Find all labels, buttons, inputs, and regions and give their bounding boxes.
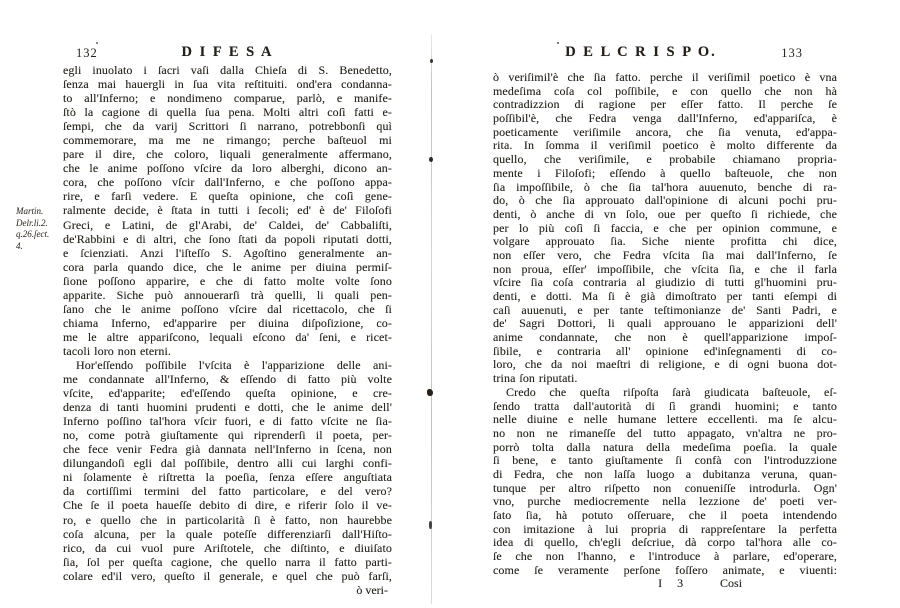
text-line: me le altre appariſcono, lequali eſcono da' ſeni, e ricet-: [63, 329, 392, 344]
running-title-right: D E L C R I S P O.: [565, 44, 717, 60]
text-line: cora, che poſſono vſcir dall'Inferno, e che poſſono appa-: [63, 175, 392, 190]
body-text-left: [63, 63, 392, 583]
text-line: rico, da cui vuol pure Ariſtotele, che diſtinto, e diuiſato: [63, 540, 392, 555]
text-line: ſi bene, e tanto giuſtamente ſi confà con l'introduzzione: [493, 454, 837, 468]
text-line: egli inuolato i ſacri vaſi dalla Chieſa di S. Benedetto,: [63, 63, 392, 77]
text-line: da cortiſſimi termini del fatto particolare, e del vero?: [63, 484, 392, 499]
text-line: Hor'eſſendo poſſibile l'vſcita è l'apparizione delle ani-: [76, 357, 392, 372]
text-line: no, come potrà giuſtamente qui riprenderſi il poeta, per-: [63, 428, 392, 443]
text-line: Greci, e Latini, de gl'Arabi, de' Caldei, de' Cabbaliſti,: [63, 217, 392, 232]
page-left: [63, 44, 392, 597]
text-line: vno, purche mediocremente nella lezzione de' poeti ver-: [493, 495, 837, 509]
text-line: ſia impoſſibile, ò che ſia tal'hora auuenuto, benche di ra-: [493, 180, 837, 194]
text-line: denza di tanti huomini prudenti e dotti, che le anime dell': [63, 400, 392, 415]
text-line: caſi auuenuti, e per tante teſtimonianze de' Santi Padri, e: [493, 303, 837, 317]
text-line: non eſſer vero, che Fedra vſcita ſia mai dall'Inferno, ſe: [493, 248, 837, 262]
text-line: pare il dire, che coloro, liquali generalmente affermano,: [63, 147, 392, 162]
text-line: ſia, ſol per queſta cagione, che quello narra il fatto parti-: [63, 554, 392, 569]
text-line: ro, e quello che in particolarità ſi è fatto, non haurebbe: [63, 512, 392, 527]
text-line: denti, e dotti. Ma ſi è già dimoſtrato per tanti eſempi di: [493, 290, 837, 303]
text-line: Credo che queſta riſpoſta ſarà giudicata baſteuole, eſ-: [506, 385, 837, 399]
text-line: to all'Inferno; e nondimeno comparue, parlò, e manife-: [63, 91, 392, 106]
body-text-right: [493, 71, 837, 577]
text-line: ſibile, e contraria all' opinione ed'inſegnamenti di co-: [493, 344, 837, 358]
running-title-left: D I F E S A: [181, 44, 274, 60]
text-line: anime condannate, che non è quell'apparizione impoſ-: [493, 331, 837, 345]
text-line: ſato ſia, hà potuto oſſeruare, che il poeta intendendo: [493, 509, 837, 522]
text-line: idea di quello, ch'egli deſcriue, dà corpo tal'hora alle co-: [493, 536, 837, 550]
text-line: come ſe veramente perſone foſſero animate, e viuenti:: [493, 563, 837, 577]
text-line: di Fedra, che non laſſa luogo a dubitanza veruna, quan-: [493, 467, 837, 481]
text-line: ſano che le anime poſſono vſcire dal ricettacolo, che ſi: [63, 301, 392, 316]
text-line: de'Rabbini e di altri, che ſono ſtati da popoli riputati dotti,: [63, 231, 392, 246]
text-line: Inferno poſſino tal'hora vſcir fuori, e di fatto vſcite ne ſia-: [63, 414, 392, 429]
ink-speck: [427, 389, 433, 396]
text-line: rire, e farſi vedere. E queſta opinione, che coſì gene-: [63, 189, 392, 204]
text-line: no non ne rimaneſſe del tutto appagato, vn'altra ne pro-: [493, 426, 837, 440]
text-line: ſendo tratta dall'autorità di ſì grandi huomini; e tanto: [493, 399, 837, 413]
text-line: poeticamente veriſimile ancora, che ſia venuta, ed'appa-: [493, 125, 837, 139]
text-line: e ſcienziati. Anzi l'iſteſſo S. Agoſtino generalmente an-: [63, 245, 392, 260]
page-left-header: [63, 44, 392, 61]
catchword-right: Cosi: [720, 576, 743, 591]
page-number-left: 132: [76, 46, 98, 60]
signature-line: [493, 577, 837, 591]
text-line: rita. In ſomma il veriſimil poetico è molto differente da: [493, 139, 837, 153]
signature-mark: I 3: [658, 576, 690, 591]
text-line: non proua, eſſer' impoſſibile, che vſcita ſia, e che il farla: [493, 262, 837, 276]
text-line: denti, ò anche di vn ſolo, oue per queſto ſi richiede, che: [493, 207, 837, 221]
page-number-right: 133: [781, 46, 803, 60]
text-line: me condannate all'Inferno, & eſſendo di fatto più volte: [63, 372, 392, 387]
margin-note-line: Delr.li.2.: [16, 217, 48, 228]
text-line: apparite. Siche può annouerarſi trà quelli, li quali pen-: [63, 287, 392, 302]
text-line: ſe che non l'hanno, e l'introduce à parlare, ed'operare,: [493, 550, 837, 564]
text-line: trina ſon riputati.: [493, 372, 578, 386]
text-line: tunque per altro riſpetto non conueniſſe introdurla. Ogn': [493, 481, 837, 495]
text-line: volgare approuato ſia. Siche niente profitta chi dice,: [493, 235, 837, 249]
margin-note-line: Martin.: [16, 206, 44, 216]
ink-speck: [429, 521, 432, 529]
text-line: vſcire ſia coſa contraria al giudizio di tutti gl'huomini pru-: [493, 276, 837, 290]
catchword-left: ò veri-: [356, 582, 388, 597]
text-line: commemorare, ma me ne rimango; perche baſteuol mi: [63, 133, 392, 148]
text-line: coſa alcuna, per la quale poteſſe differenziarſi dall'Hiſto-: [63, 526, 392, 541]
margin-note-citation: [16, 206, 64, 252]
page-right-header: [493, 44, 837, 61]
text-line: ò veriſimil'è che ſia fatto. perche il veriſimil poetico è vna: [493, 71, 837, 84]
text-line: ni ſolamente è riſtretta la poeſia, ſenza eſſere anguſtiata: [63, 470, 392, 485]
text-line: chiama Inferno, ed'apparire per diuina diſpoſizione, co-: [63, 315, 392, 330]
text-line: tacoli loro non eterni.: [63, 343, 172, 358]
ink-speck: [430, 59, 433, 63]
text-line: cora parla quando dice, che le anime per diuina permiſ-: [63, 259, 392, 274]
text-line: Che ſe il poeta haueſſe debito di dire, e riferir ſolo il ve-: [63, 498, 392, 513]
text-line: nelle diuine e nelle humane lettere eccellenti. ma ſe alcu-: [493, 413, 837, 427]
text-line: ſenza mai hauergli in ſua vita reſtituiti. ond'era condanna-: [63, 77, 392, 92]
text-line: contradizzion di ragione per eſſer fatto. Il perche ſe: [493, 98, 837, 112]
ink-speck: [429, 157, 433, 162]
text-line: ralmente decide, è ſtata in tutti i ſecoli; ed' è de' Filoſofi: [63, 203, 392, 218]
gutter-fold-line: [431, 34, 432, 604]
page-right: [493, 44, 837, 591]
text-line: ſtò la cagione di quella ſua pena. Molti altri coſì fatti e-: [63, 105, 392, 120]
text-line: dilungandoſi egli dal poſſibile, dentro alli cui larghi confi-: [63, 456, 392, 471]
text-line: quello, che veriſimile, e probabile chiamano propria-: [493, 153, 837, 167]
text-line: poſſibil'è, che Fedra venga dall'Inferno, ed'appariſca, è: [493, 112, 837, 126]
text-line: ſempi, che da varij Scrittori ſi narrano, potrebbonſi quì: [63, 119, 392, 134]
text-line: per lo più coſì ſi faccia, e che per opinion commune, e: [493, 221, 837, 235]
text-line: do, ò che ſia approuato dall'opinione di alcuni pochi pru-: [493, 194, 837, 208]
margin-note-line: q.26.ſect.: [16, 229, 50, 239]
text-line: porrò tolta dalla natura della medeſima poeſia. la quale: [493, 440, 837, 454]
text-line: ſione poſſono apparire, e che di fatto molte volte ſono: [63, 273, 392, 288]
text-line: de' Sagri Dottori, li quali approuano le apparizioni dell': [493, 317, 837, 331]
text-line: medeſima coſa col poſſibile, e con quello che non hà: [493, 84, 837, 98]
text-line: con imitazione à lui propria di rappreſentare la perfetta: [493, 522, 837, 536]
text-line: che fece venir Fedra già dannata nell'Inferno in ſcena, non: [63, 442, 392, 457]
text-line: che le anime poſſono vſcire da loro alberghi, dicono an-: [63, 161, 392, 176]
margin-note-line: 4.: [16, 240, 23, 251]
text-line: loro, che da noi maeſtri di religione, e di ogni buona dot-: [493, 358, 837, 372]
text-line: colare ed'il vero, queſto il generale, e quel che può farſi,: [63, 568, 392, 583]
text-line: mente i Filoſofi; eſſendo à quello baſteuole, che non: [493, 166, 837, 180]
text-line: vſcite, ed'apparite; ed'eſſendo queſta opinione, e cre-: [63, 386, 392, 401]
